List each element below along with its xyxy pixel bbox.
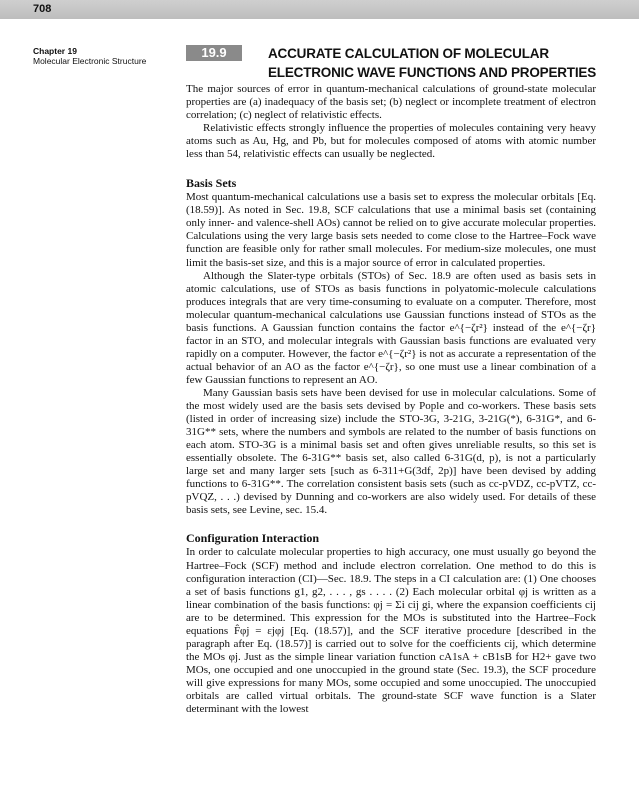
intro-paragraph-2: Relativistic effects strongly influence the properties of molecules containing very heavy atoms such as Au, Hg, and Pb, but for molecules composed of atoms with atomic number less than 54, relativistic effects can usually be neglected. (186, 122, 596, 161)
body-text (186, 83, 596, 716)
basis-sets-paragraph-1: Most quantum-mechanical calculations use a basis set to express the molecular orbitals [Eq. (18.59)]. As noted in Sec. 19.8, SCF calculations that use a minimal basis set (containing only inner- and valence-shell AOs) cannot be relied on to give accurate molecular properties. Calculations using the very large basis sets needed to come close to the Hartree–Fock wave function are feasible only for rather small molecules. For medium-size molecules, one must limit the basis-set size, and this is a major source of error in calculated properties. (186, 191, 596, 269)
chapter-sidebar (33, 46, 183, 66)
intro-paragraph-1: The major sources of error in quantum-mechanical calculations of ground-state molecular properties are (a) inadequacy of the basis set; (b) neglect or incomplete treatment of electron correlation; (c) neglect of relativistic effects. (186, 83, 596, 122)
chapter-title: Molecular Electronic Structure (33, 56, 147, 66)
section-title (268, 44, 608, 82)
basis-sets-heading: Basis Sets (186, 176, 237, 191)
section-number-badge: 19.9 (186, 45, 242, 61)
basis-sets-paragraph-3: Many Gaussian basis sets have been devised for use in molecular calculations. Some of the most widely used are the basis sets devised by Pople and co-workers. These basis sets (listed in order of increasing size) include the STO-3G, 3-21G, 3-21G(*), 6-31G*, and 6-31G** sets, where the numbers and symbols are related to the number of basis functions on each atom. STO-3G is a minimal basis set and often gives unreliable results, so this set is essentially obsolete. The 6-31G** basis set, also called 6-31G(d, p), is not a particularly large set and many larger sets [such as 6-311+G(3df, 2p)] have been devised by adding functions to 6-31G**. The correlation consistent basis sets (such as cc-pVDZ, cc-pVTZ, cc-pVQZ, . . .) devised by Dunning and co-workers are also widely used. For details of these basis sets, see Levine, sec. 15.4. (186, 386, 596, 517)
chapter-label: Chapter 19 (33, 46, 77, 56)
basis-sets-paragraph-2: Although the Slater-type orbitals (STOs) of Sec. 18.9 are often used as basis sets in atomic calculations, use of STOs as basis functions in polyatomic-molecule calculations produces integrals that are very time-consuming to evaluate on a computer. Therefore, most molecular quantum-mechanical calculations use Gaussian functions instead of STOs as the basis functions. A Gaussian function contains the factor e^{−ζr²} instead of the e^{−ζr} factor in an STO, and molecular integrals with Gaussian basis functions are evaluated very rapidly on a computer. However, the factor e^{−ζr²} is not as accurate a representation of the actual behavior of an AO as the factor e^{−ζr}, so one must use a linear combination of a few Gaussian functions to represent an AO. (186, 269, 596, 386)
page-header-bar (0, 0, 639, 19)
page-number: 708 (33, 3, 52, 15)
section-title-line-2: ELECTRONIC WAVE FUNCTIONS AND PROPERTIES (268, 65, 597, 80)
ci-paragraph-1: In order to calculate molecular properties to high accuracy, one must usually go beyond the Hartree–Fock (SCF) method and include electron correlation. One method to do this is configuration interaction (CI)—Sec. 18.9. The steps in a CI calculation are: (1) One chooses a set of basis functions g1, g2, . . . , gs . . . . (2) Each molecular orbital φj is written as a linear combination of the basis functions: φj = Σi cij gi, where the expansion coefficients cij are to be determined. This expression for the MOs is substituted into the Hartree–Fock equations F̂φj = εjφj [Eq. (18.57)], and the SCF iterative procedure [described in the paragraph after Eq. (18.57)] is carried out to solve for the coefficients cij, which determine the MOs φj. Just as the simple linear variation function cA1sA + cB1sB for H2+ gave two MOs, one occupied and one unoccupied in the ground state (Sec. 19.3), the SCF procedure will give expressions for many MOs, some occupied and some unoccupied. The unoccupied orbitals are called virtual orbitals. The ground-state SCF wave function is a Slater determinant with the lowest (186, 546, 596, 716)
configuration-interaction-heading: Configuration Interaction (186, 531, 319, 546)
section-title-line-1: ACCURATE CALCULATION OF MOLECULAR (268, 46, 549, 61)
